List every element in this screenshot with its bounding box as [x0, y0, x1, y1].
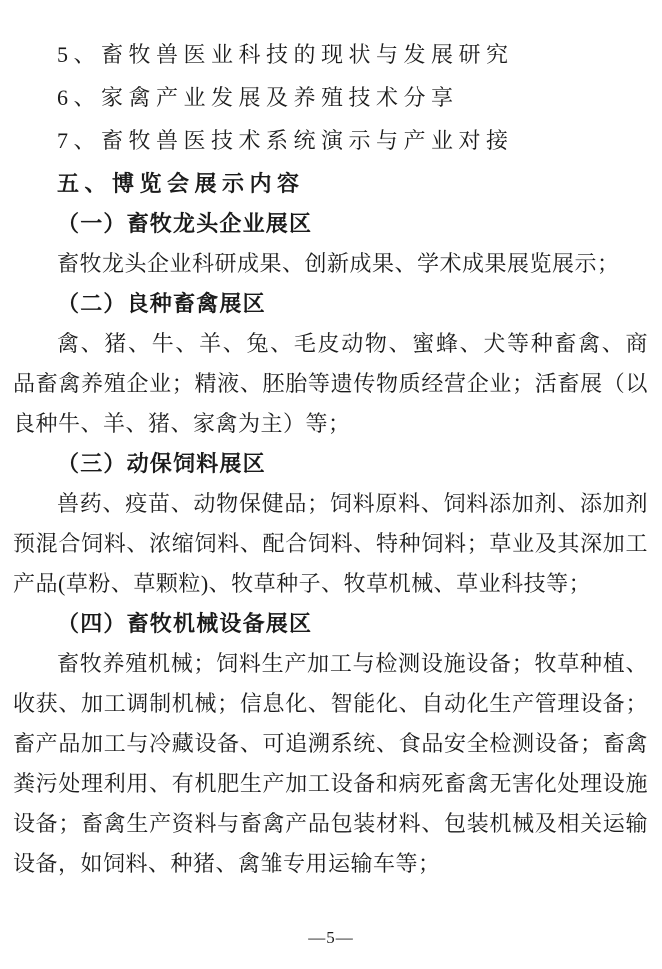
subsection-heading: （四）畜牧机械设备展区 [57, 611, 313, 636]
text-line: 预混合饲料、浓缩饲料、配合饲料、特种饲料；草业及其深加工 [13, 531, 648, 556]
text-line: 良种牛、羊、猪、家禽为主）等； [13, 411, 351, 436]
text-line: 畜牧龙头企业科研成果、创新成果、学术成果展览展示； [57, 251, 620, 276]
text-line: 兽药、疫苗、动物保健品；饲料原料、饲料添加剂、添加剂 [57, 491, 648, 516]
section-heading: 五、博览会展示内容 [57, 171, 305, 196]
text-line: 畜牧养殖机械；饲料生产加工与检测设施设备；牧草种植、 [57, 651, 648, 676]
text-line: 设备，如饲料、种猪、禽雏专用运输车等； [13, 851, 441, 876]
list-item: 7、畜牧兽医技术系统演示与产业对接 [57, 128, 514, 153]
subsection-heading: （二）良种畜禽展区 [57, 291, 266, 316]
text-line: 收获、加工调制机械；信息化、智能化、自动化生产管理设备； [13, 691, 648, 716]
subsection-heading: （一）畜牧龙头企业展区 [57, 211, 313, 236]
text-line: 畜产品加工与冷藏设备、可追溯系统、食品安全检测设备；畜禽 [13, 731, 648, 756]
text-line: 产品(草粉、草颗粒)、牧草种子、牧草机械、草业科技等； [13, 571, 592, 596]
text-line: 品畜禽养殖企业；精液、胚胎等遗传物质经营企业；活畜展（以 [13, 371, 648, 396]
list-item: 5、畜牧兽医业科技的现状与发展研究 [57, 42, 514, 67]
page-number: —5— [308, 928, 354, 947]
subsection-heading: （三）动保饲料展区 [57, 451, 266, 476]
list-item: 6、家禽产业发展及养殖技术分享 [57, 85, 459, 110]
text-line: 禽、猪、牛、羊、兔、毛皮动物、蜜蜂、犬等种畜禽、商 [57, 331, 648, 356]
text-line: 粪污处理利用、有机肥生产加工设备和病死畜禽无害化处理设施 [13, 771, 648, 796]
text-line: 设备；畜禽生产资料与畜禽产品包装材料、包装机械及相关运输 [13, 811, 648, 836]
